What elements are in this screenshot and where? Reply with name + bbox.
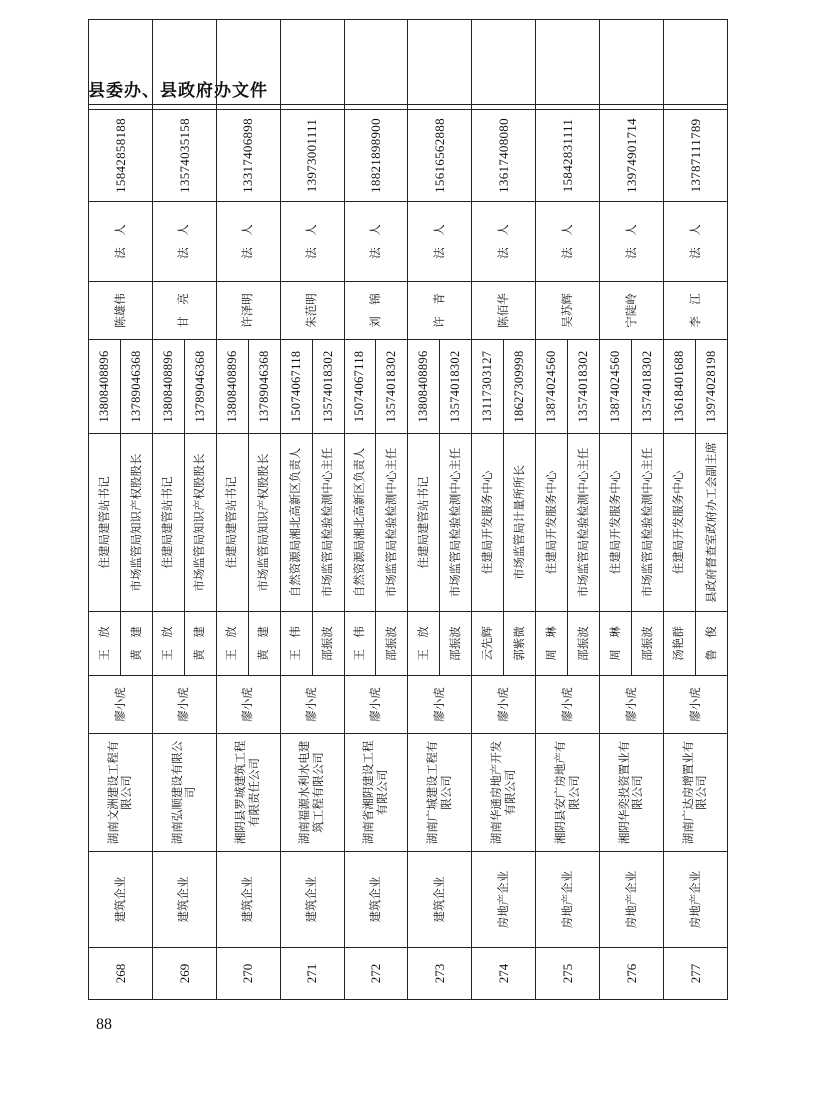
contact-position: 住建局开发服务中心	[600, 434, 632, 612]
legal-representative: 李 江	[663, 282, 727, 340]
contact-name: 邵振波	[376, 612, 408, 676]
contact-position: 市场监管局检验检测中心主任	[376, 434, 408, 612]
contact-position: 市场监管局计量所所长	[504, 434, 536, 612]
contact-position: 自然资源局湘北高新区负责人	[280, 434, 312, 612]
company-phone: 13617408080	[472, 110, 536, 202]
contact-name: 邵振波	[631, 612, 663, 676]
contact-name: 王 放	[89, 612, 121, 676]
contact-position: 住建局建管站书记	[89, 434, 121, 612]
notes-cell	[89, 20, 153, 110]
table-row	[408, 20, 440, 1000]
rotated-table-container	[88, 120, 728, 1000]
document-header-title: 县委办、县政府办文件	[88, 81, 268, 101]
county-leader: 廖小虎	[89, 676, 153, 734]
company-name: 湘阴县安广房地产有限公司	[536, 734, 600, 852]
company-name: 湖南省湘阴建设工程有限公司	[344, 734, 408, 852]
county-leader: 廖小虎	[663, 676, 727, 734]
contact-phone: 13874024560	[536, 340, 568, 434]
company-phone: 18821898900	[344, 110, 408, 202]
contact-name: 王 放	[152, 612, 184, 676]
company-phone: 13574035158	[152, 110, 216, 202]
contact-name: 王 放	[408, 612, 440, 676]
table-row	[216, 20, 248, 1000]
company-phone: 13973001111	[280, 110, 344, 202]
enterprise-contact-table	[88, 19, 728, 1000]
county-leader: 廖小虎	[536, 676, 600, 734]
page-number: 88	[96, 1016, 112, 1033]
company-phone: 13317406898	[216, 110, 280, 202]
contact-phone: 18627309998	[504, 340, 536, 434]
contact-name: 邵振波	[312, 612, 344, 676]
enterprise-category: 房地产企业	[472, 852, 536, 948]
row-number: 276	[600, 948, 664, 1000]
contact-position: 住建局建管站书记	[408, 434, 440, 612]
legal-representative: 陈佰华	[472, 282, 536, 340]
contact-phone: 13574018302	[376, 340, 408, 434]
table-row	[472, 20, 504, 1000]
table-row	[344, 20, 376, 1000]
contact-name: 王 伟	[280, 612, 312, 676]
row-number: 272	[344, 948, 408, 1000]
company-name: 湖南广城建设工程有限公司	[408, 734, 472, 852]
contact-phone: 13974028198	[695, 340, 727, 434]
contact-phone: 13789046368	[184, 340, 216, 434]
contact-phone: 15074067118	[344, 340, 376, 434]
county-leader: 廖小虎	[280, 676, 344, 734]
contact-name: 鲁 俊	[695, 612, 727, 676]
contact-phone: 13874024560	[600, 340, 632, 434]
contact-position: 住建局开发服务中心	[472, 434, 504, 612]
county-leader: 廖小虎	[472, 676, 536, 734]
contact-name: 邵振波	[568, 612, 600, 676]
row-number: 274	[472, 948, 536, 1000]
contact-phone: 13574018302	[440, 340, 472, 434]
contact-phone: 13574018302	[568, 340, 600, 434]
contact-position: 市场监管局检验检测中心主任	[568, 434, 600, 612]
company-phone: 15842858188	[89, 110, 153, 202]
contact-position: 市场监管局知识产权股股长	[120, 434, 152, 612]
legal-representative: 吴苏辉	[536, 282, 600, 340]
row-number: 273	[408, 948, 472, 1000]
contact-name: 周 琳	[536, 612, 568, 676]
notes-cell	[472, 20, 536, 110]
contact-phone: 13808408896	[408, 340, 440, 434]
contact-name: 云先辉	[472, 612, 504, 676]
county-leader: 廖小虎	[600, 676, 664, 734]
enterprise-category: 建筑企业	[344, 852, 408, 948]
contact-phone: 13117303127	[472, 340, 504, 434]
contact-position: 住建局建管站书记	[216, 434, 248, 612]
county-leader: 廖小虎	[152, 676, 216, 734]
contact-name: 周 琳	[600, 612, 632, 676]
table-body	[89, 20, 728, 1000]
notes-cell	[216, 20, 280, 110]
table-row	[600, 20, 632, 1000]
notes-cell	[408, 20, 472, 110]
contact-position: 住建局建管站书记	[152, 434, 184, 612]
notes-cell	[344, 20, 408, 110]
legal-representative: 宁陡岭	[600, 282, 664, 340]
contact-name: 黄 建	[184, 612, 216, 676]
contact-name: 黄 建	[248, 612, 280, 676]
enterprise-category: 建筑企业	[280, 852, 344, 948]
contact-name: 王 伟	[344, 612, 376, 676]
table-row	[89, 20, 121, 1000]
contact-position: 市场监管局检验检测中心主任	[440, 434, 472, 612]
legal-role: 法 人	[216, 202, 280, 282]
notes-cell	[152, 20, 216, 110]
contact-phone: 13808408896	[152, 340, 184, 434]
enterprise-category: 建筑企业	[408, 852, 472, 948]
contact-name: 邵振波	[440, 612, 472, 676]
company-name: 湘阴县罗城建筑工程有限责任公司	[216, 734, 280, 852]
legal-role: 法 人	[280, 202, 344, 282]
legal-representative: 刘 锦	[344, 282, 408, 340]
table-row	[663, 20, 695, 1000]
legal-role: 法 人	[663, 202, 727, 282]
notes-cell	[536, 20, 600, 110]
contact-position: 市场监管局知识产权股股长	[248, 434, 280, 612]
table-row	[152, 20, 184, 1000]
contact-name: 汤艳群	[663, 612, 695, 676]
contact-phone: 13808408896	[89, 340, 121, 434]
company-name: 湖南华通房地产开发有限公司	[472, 734, 536, 852]
contact-name: 郭紫微	[504, 612, 536, 676]
contact-phone: 13808408896	[216, 340, 248, 434]
company-name: 湘阴华奕投资置业有限公司	[600, 734, 664, 852]
row-number: 270	[216, 948, 280, 1000]
company-name: 湖南弘顺建设有限公司	[152, 734, 216, 852]
legal-representative: 甘 亮	[152, 282, 216, 340]
notes-cell	[280, 20, 344, 110]
legal-role: 法 人	[536, 202, 600, 282]
contact-phone: 13618401688	[663, 340, 695, 434]
legal-role: 法 人	[344, 202, 408, 282]
row-number: 271	[280, 948, 344, 1000]
legal-representative: 许 青	[408, 282, 472, 340]
contact-phone: 13789046368	[120, 340, 152, 434]
company-phone: 15616562888	[408, 110, 472, 202]
company-name: 湖南文洲建设工程有限公司	[89, 734, 153, 852]
contact-name: 黄 建	[120, 612, 152, 676]
contact-position: 市场监管局检验检测中心主任	[312, 434, 344, 612]
county-leader: 廖小虎	[408, 676, 472, 734]
contact-phone: 13789046368	[248, 340, 280, 434]
notes-cell	[600, 20, 664, 110]
legal-role: 法 人	[89, 202, 153, 282]
company-phone: 15842831111	[536, 110, 600, 202]
row-number: 277	[663, 948, 727, 1000]
legal-role: 法 人	[472, 202, 536, 282]
company-name: 湖南福源水利水电建筑工程有限公司	[280, 734, 344, 852]
contact-position: 市场监管局知识产权股股长	[184, 434, 216, 612]
contact-position: 自然资源局湘北高新区负责人	[344, 434, 376, 612]
row-number: 268	[89, 948, 153, 1000]
table-row	[280, 20, 312, 1000]
contact-position: 市场监管局检验检测中心主任	[631, 434, 663, 612]
contact-position: 县政府督查室政府办工会副主席	[695, 434, 727, 612]
enterprise-category: 建筑企业	[89, 852, 153, 948]
enterprise-category: 建筑企业	[216, 852, 280, 948]
legal-representative: 陈雄伟	[89, 282, 153, 340]
table-row	[536, 20, 568, 1000]
contact-name: 王 放	[216, 612, 248, 676]
row-number: 269	[152, 948, 216, 1000]
legal-role: 法 人	[152, 202, 216, 282]
company-phone: 13787111789	[663, 110, 727, 202]
company-name: 湖南广达房增置业有限公司	[663, 734, 727, 852]
legal-role: 法 人	[600, 202, 664, 282]
contact-phone: 13574018302	[631, 340, 663, 434]
enterprise-category: 房地产企业	[600, 852, 664, 948]
county-leader: 廖小虎	[344, 676, 408, 734]
contact-position: 住建局开发服务中心	[536, 434, 568, 612]
notes-cell	[663, 20, 727, 110]
row-number: 275	[536, 948, 600, 1000]
enterprise-category: 建筑企业	[152, 852, 216, 948]
enterprise-category: 房地产企业	[663, 852, 727, 948]
contact-phone: 15074067118	[280, 340, 312, 434]
enterprise-category: 房地产企业	[536, 852, 600, 948]
legal-representative: 许泽明	[216, 282, 280, 340]
company-phone: 13974901714	[600, 110, 664, 202]
legal-role: 法 人	[408, 202, 472, 282]
county-leader: 廖小虎	[216, 676, 280, 734]
legal-representative: 朱范明	[280, 282, 344, 340]
contact-position: 住建局开发服务中心	[663, 434, 695, 612]
contact-phone: 13574018302	[312, 340, 344, 434]
